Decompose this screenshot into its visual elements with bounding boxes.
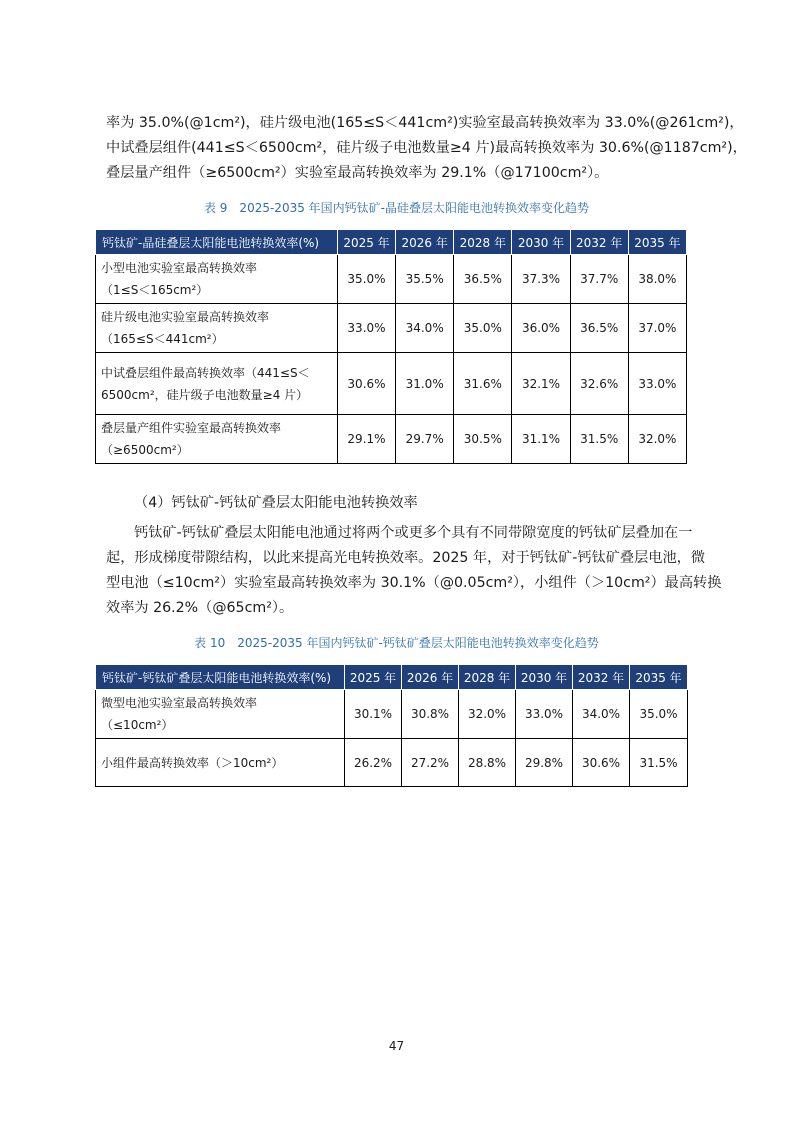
- cell-value: 32.0%: [628, 415, 686, 464]
- year-header: 2030 年: [512, 230, 570, 255]
- table-row: [96, 255, 687, 304]
- year-header: 2026 年: [402, 665, 459, 690]
- year-header: 2032 年: [570, 230, 628, 255]
- table-row: [96, 690, 688, 739]
- cell-value: 29.8%: [516, 739, 573, 787]
- year-header: 2035 年: [628, 230, 686, 255]
- table10-caption: 表 10 2025-2035 年国内钙钛矿-钙钛矿叠层太阳能电池转换效率变化趋势: [194, 636, 599, 650]
- row-label-line: 叠层量产组件实验室最高转换效率: [101, 421, 282, 435]
- cell-value: 38.0%: [628, 255, 686, 304]
- table10-header-row: [96, 665, 688, 690]
- intro-line: 叠层量产组件（≥6500cm²）实验室最高转换效率为 29.1%（@17100cm²）。: [106, 165, 609, 181]
- row-label: [96, 415, 338, 464]
- section-heading: （4）钙钛矿-钙钛矿叠层太阳能电池转换效率: [134, 495, 418, 511]
- table10-header-label: 钙钛矿-钙钛矿叠层太阳能电池转换效率(%): [96, 665, 345, 690]
- cell-value: 31.0%: [396, 353, 454, 415]
- cell-value: 37.0%: [628, 304, 686, 353]
- table-row: [96, 415, 687, 464]
- page-number: 47: [388, 1039, 405, 1053]
- row-label-line: 微型电池实验室最高转换效率: [101, 696, 258, 710]
- intro-line: 率为 35.0%(@1cm²)，硅片级电池(165≤S＜441cm²)实验室最高转换效率为 33.0%(@261cm²)，: [106, 115, 744, 131]
- row-label: [96, 690, 345, 739]
- section4-line: 起，形成梯度带隙结构，以此来提高光电转换效率。2025 年，对于钙钛矿-钙钛矿叠层电池，微: [106, 550, 706, 566]
- row-label-line: 中试叠层组件最高转换效率（441≤S＜: [101, 365, 310, 380]
- cell-value: 32.1%: [512, 353, 570, 415]
- table-row: [96, 353, 687, 415]
- year-header: 2028 年: [459, 665, 516, 690]
- cell-value: 31.5%: [630, 739, 688, 787]
- table9-header-row: [96, 230, 687, 255]
- cell-value: 31.5%: [570, 415, 628, 464]
- cell-value: 26.2%: [345, 739, 402, 787]
- section4-line: 型电池（≤10cm²）实验室最高转换效率为 30.1%（@0.05cm²），小组件（＞10cm²）最高转换: [106, 575, 722, 591]
- intro-paragraph: [106, 111, 747, 186]
- row-label: [96, 255, 338, 304]
- cell-value: 30.6%: [337, 353, 395, 415]
- year-header: 2028 年: [454, 230, 512, 255]
- row-label-line: （1≤S＜165cm²）: [101, 283, 209, 297]
- cell-value: 36.0%: [512, 304, 570, 353]
- cell-value: 34.0%: [573, 690, 630, 739]
- year-header: 2026 年: [396, 230, 454, 255]
- cell-value: 35.0%: [454, 304, 512, 353]
- table-row: [96, 739, 688, 787]
- year-header: 2032 年: [573, 665, 630, 690]
- cell-value: 27.2%: [402, 739, 459, 787]
- cell-value: 35.0%: [630, 690, 688, 739]
- cell-value: 28.8%: [459, 739, 516, 787]
- cell-value: 30.5%: [454, 415, 512, 464]
- row-label-line: 小组件最高转换效率（＞10cm²）: [101, 755, 284, 770]
- cell-value: 30.1%: [345, 690, 402, 739]
- cell-value: 29.1%: [337, 415, 395, 464]
- row-label-line: 硅片级电池实验室最高转换效率: [101, 310, 270, 324]
- row-label: [96, 353, 338, 415]
- cell-value: 34.0%: [396, 304, 454, 353]
- table9: [95, 229, 687, 464]
- cell-value: 30.8%: [402, 690, 459, 739]
- section4-paragraph: [106, 521, 722, 621]
- cell-value: 35.5%: [396, 255, 454, 304]
- year-header: 2025 年: [337, 230, 395, 255]
- cell-value: 35.0%: [337, 255, 395, 304]
- row-label-line: （165≤S＜441cm²）: [101, 332, 224, 346]
- table9-header-label: 钙钛矿-晶硅叠层太阳能电池转换效率(%): [96, 230, 338, 255]
- cell-value: 30.6%: [573, 739, 630, 787]
- cell-value: 33.0%: [628, 353, 686, 415]
- cell-value: 36.5%: [570, 304, 628, 353]
- row-label-line: 6500cm²，硅片级子电池数量≥4 片）: [101, 387, 309, 402]
- cell-value: 31.1%: [512, 415, 570, 464]
- cell-value: 37.3%: [512, 255, 570, 304]
- row-label-line: 小型电池实验室最高转换效率: [101, 261, 258, 275]
- cell-value: 33.0%: [516, 690, 573, 739]
- cell-value: 32.0%: [459, 690, 516, 739]
- cell-value: 32.6%: [570, 353, 628, 415]
- row-label-line: （≥6500cm²）: [101, 443, 189, 457]
- cell-value: 29.7%: [396, 415, 454, 464]
- section4-line: 钙钛矿-钙钛矿叠层太阳能电池通过将两个或更多个具有不同带隙宽度的钙钛矿层叠加在一: [134, 525, 693, 541]
- row-label: [96, 739, 345, 787]
- section4-line: 效率为 26.2%（@65cm²）。: [106, 600, 294, 616]
- year-header: 2035 年: [630, 665, 688, 690]
- cell-value: 37.7%: [570, 255, 628, 304]
- row-label-line: （≤10cm²）: [101, 718, 174, 732]
- cell-value: 36.5%: [454, 255, 512, 304]
- table10: [95, 664, 688, 787]
- row-label: [96, 304, 338, 353]
- table-row: [96, 304, 687, 353]
- table9-caption: 表 9 2025-2035 年国内钙钛矿-晶硅叠层太阳能电池转换效率变化趋势: [203, 201, 589, 215]
- year-header: 2030 年: [516, 665, 573, 690]
- cell-value: 31.6%: [454, 353, 512, 415]
- year-header: 2025 年: [345, 665, 402, 690]
- cell-value: 33.0%: [337, 304, 395, 353]
- intro-line: 中试叠层组件(441≤S＜6500cm²，硅片级子电池数量≥4 片)最高转换效率为 30.6%(@1187cm²)，: [106, 140, 747, 156]
